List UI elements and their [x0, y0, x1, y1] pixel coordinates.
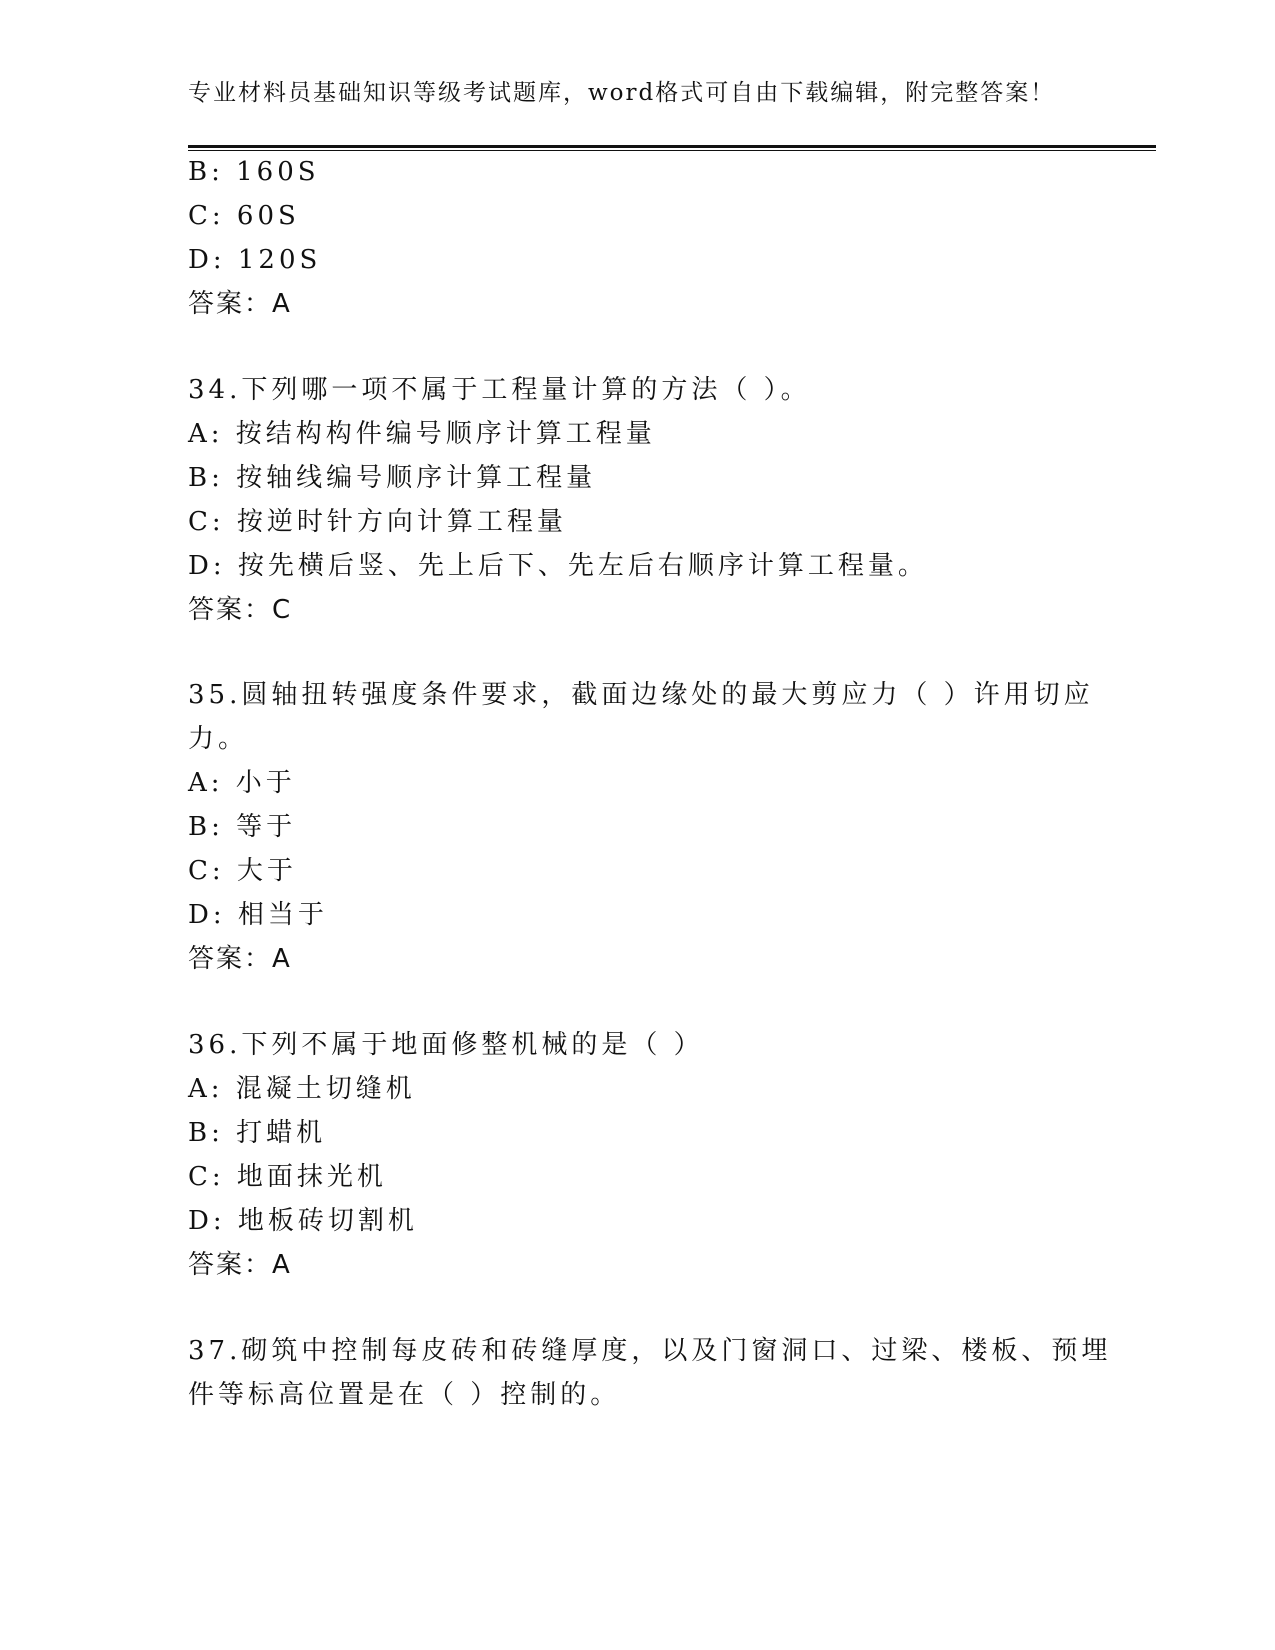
answer: 答案：A — [188, 289, 292, 319]
question-34-answer: 答案：C — [188, 595, 293, 625]
question-34-option-d: D: 按先横后竖、先上后下、先左后右顺序计算工程量。 — [188, 551, 928, 581]
question-34-stem: 34.下列哪一项不属于工程量计算的方法（ ）。 — [188, 375, 811, 405]
question-34-option-c: C: 按逆时针方向计算工程量 — [188, 507, 567, 537]
question-35-option-b: B: 等于 — [188, 812, 297, 842]
question-36-option-b: B: 打蜡机 — [188, 1118, 327, 1148]
page-header: 专业材料员基础知识等级考试题库，word格式可自由下载编辑，附完整答案！ — [188, 80, 1056, 106]
question-36-stem: 36.下列不属于地面修整机械的是（ ） — [188, 1030, 704, 1060]
question-36-option-d: D: 地板砖切割机 — [188, 1206, 418, 1236]
question-35-stem-line-2: 力。 — [188, 724, 249, 754]
header-rule — [188, 145, 1156, 151]
question-35-option-c: C: 大于 — [188, 856, 297, 886]
option-c: C: 60S — [188, 201, 300, 231]
question-37-stem-line-1: 37.砌筑中控制每皮砖和砖缝厚度，以及门窗洞口、过梁、楼板、预埋 — [188, 1336, 1112, 1366]
question-34-option-a: A: 按结构构件编号顺序计算工程量 — [188, 419, 656, 449]
question-37-stem-line-2: 件等标高位置是在（ ）控制的。 — [188, 1380, 621, 1410]
question-35-option-d: D: 相当于 — [188, 900, 328, 930]
question-36-option-c: C: 地面抹光机 — [188, 1162, 387, 1192]
option-d: D: 120S — [188, 245, 322, 275]
question-35-stem-line-1: 35.圆轴扭转强度条件要求，截面边缘处的最大剪应力（ ）许用切应 — [188, 680, 1094, 710]
question-35-option-a: A: 小于 — [188, 768, 296, 798]
question-36-option-a: A: 混凝土切缝机 — [188, 1074, 416, 1104]
option-b: B: 160S — [188, 157, 320, 187]
question-35-answer: 答案：A — [188, 944, 292, 974]
question-36-answer: 答案：A — [188, 1250, 292, 1280]
question-34-option-b: B: 按轴线编号顺序计算工程量 — [188, 463, 597, 493]
